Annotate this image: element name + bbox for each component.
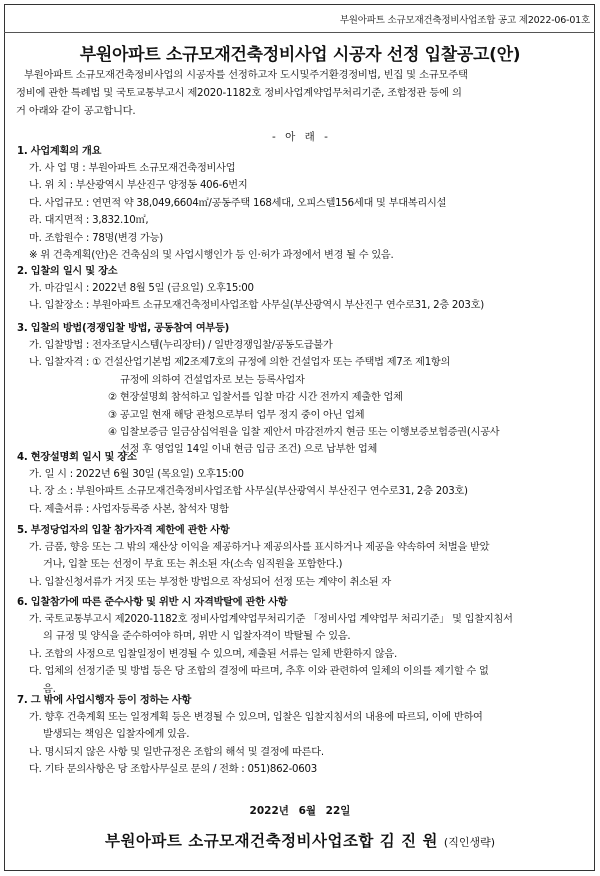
section-line: 가. 향후 건축계획 또는 일정계획 등은 변경될 수 있으며, 입찰은 입찰지침서의 내용에 따르되, 이에 반하여 [29,712,483,723]
section-line: 가. 금품, 향응 또는 그 밖의 재산상 이익을 제공하거나 제공의사를 표시하거나 제공을 약속하여 처벌을 받았 [29,542,490,553]
section-line: 의 규정 및 양식을 준수하여야 하며, 위반 시 입찰자격이 박탈될 수 있음. [43,631,351,643]
section-compliance [17,594,587,698]
section-line: 음. [43,683,56,695]
section-line: 나. 입찰신청서류가 거짓 또는 부정한 방법으로 작성되어 선정 또는 계약이 취소된 자 [29,576,391,588]
section-line: 마. 조합원수 : 78명(변경 가능) [29,232,163,244]
section-line: 가. 입찰방법 : 전자조달시스템(누리장터) / 일반경쟁입찰/공동도급불가 [29,340,333,351]
section-line: 발생되는 책임은 입찰자에게 있음. [43,729,190,741]
section-note: ※ 위 건축계획(안)은 건축심의 및 사업시행인가 등 인·허가 과정에서 변경 될 수 있음. [29,250,394,262]
qualification-item: ③ 공고일 현재 해당 관청으로부터 업무 정지 중이 아닌 업체 [108,409,365,421]
section-line: 나. 입찰장소 : 부원아파트 소규모재건축정비사업조합 사무실(부산광역시 부산진구 연수로31, 2층 203호) [29,300,484,312]
intro-line: 정비에 관한 특례법 및 국토교통부고시 제2020-1182호 정비사업계약업무처리기준, 조합정관 등에 의 [16,87,462,99]
notice-reference: 부원아파트 소규모재건축정비사업조합 공고 제2022-06-01호 [339,15,590,26]
section-line: 나. 조합의 사정으로 입찰일정이 변경될 수 있으며, 제출된 서류는 일체 반환하지 않음. [29,648,397,660]
section-disqualification [17,522,587,591]
section-line: 가. 사 업 명 : 부원아파트 소규모재건축정비사업 [29,163,236,174]
section-heading: 1. 사업계획의 개요 [17,146,102,157]
section-line: 다. 기타 문의사항은 당 조합사무실로 문의 / 전화 : 051)862-0603 [29,764,317,776]
section-line: 나. 위 치 : 부산광역시 부산진구 양정동 406-6번지 [29,180,248,192]
header-divider [4,32,595,33]
section-line: 나. 명시되지 않은 사항 및 일반규정은 조합의 해석 및 결정에 따른다. [29,746,324,758]
intro-line: 거 아래와 같이 공고합니다. [16,105,136,117]
qualification-item: ④ 입찰보증금 일금삼십억원을 입찰 제안서 마감전까지 현금 또는 이행보증보험증권(시공사 [108,427,500,439]
section-line: 가. 국토교통부고시 제2020-1182호 정비사업계약업무처리기준 「정비사업 계약업무 처리기준」 및 입찰지침서 [29,614,513,625]
section-bid-schedule [17,263,587,315]
section-line: 가. 마감일시 : 2022년 8월 5일 (금요일) 오후15:00 [29,283,254,294]
section-heading: 4. 현장설명회 일시 및 장소 [17,452,137,463]
section-project-overview [17,143,587,264]
section-line: 거나, 입찰 또는 선정이 무효 또는 취소된 자(소속 임직원을 포함한다.) [43,559,343,571]
section-briefing-session [17,449,587,518]
below-heading: - 아 래 - [272,131,328,143]
intro-line: 부원아파트 소규모재건축정비사업의 시공자를 선정하고자 도시및주거환경정비법, 빈집 및 소규모주택 [24,69,468,81]
qualification-item: 선정 후 영업일 14일 이내 현금 입금 조건) 으로 납부한 업체 [120,444,378,456]
section-line: 라. 대지면적 : 3,832.10㎡, [29,215,149,227]
section-line: 다. 사업규모 : 연면적 약 38,049,6604㎡/공동주택 168세대, 오피스텔156세대 및 부대복리시설 [29,197,447,209]
signatory-name: 부원아파트 소규모재건축정비사업조합 김 진 원 [104,832,439,850]
signatory [0,829,600,851]
intro-paragraph [16,66,588,120]
section-heading: 6. 입찰참가에 따른 준수사항 및 위반 시 자격박탈에 관한 사항 [17,597,288,608]
section-line: 규정에 의하여 건설업자로 보는 등록사업자 [120,374,305,386]
section-line: 나. 장 소 : 부원아파트 소규모재건축정비사업조합 사무실(부산광역시 부산진구 연수로31, 2층 203호) [29,486,468,498]
section-line: 다. 제출서류 : 사업자등록증 사본, 참석자 명함 [29,503,229,515]
section-other-matters [17,692,587,779]
section-heading: 7. 그 밖에 사업시행자 등이 정하는 사항 [17,695,192,706]
section-heading: 5. 부정당업자의 입찰 참가자격 제한에 관한 사항 [17,525,230,536]
section-heading: 3. 입찰의 방법(경쟁입찰 방법, 공동참여 여부등) [17,323,230,334]
section-line: 나. 입찰자격 : ① 건설산업기본법 제2조제7호의 규정에 의한 건설업자 또는 주택법 제7조 제1항의 [29,357,451,369]
seal-note: (직인생략) [443,836,496,849]
notice-date: 2022년 6월 22일 [249,805,351,817]
page-title: 부원아파트 소규모재건축정비사업 시공자 선정 입찰공고(안) [79,45,521,65]
qualification-item: ② 현장설명회 참석하고 입찰서를 입찰 마감 시간 전까지 제출한 업체 [108,392,403,404]
section-line: 다. 업체의 선정기준 및 방법 등은 당 조합의 결정에 따르며, 추후 이와 관련하여 일체의 이의를 제기할 수 없 [29,666,489,678]
section-heading: 2. 입찰의 일시 및 장소 [17,266,118,277]
section-line: 가. 일 시 : 2022년 6월 30일 (목요일) 오후15:00 [29,469,244,480]
section-bid-method [17,320,587,459]
